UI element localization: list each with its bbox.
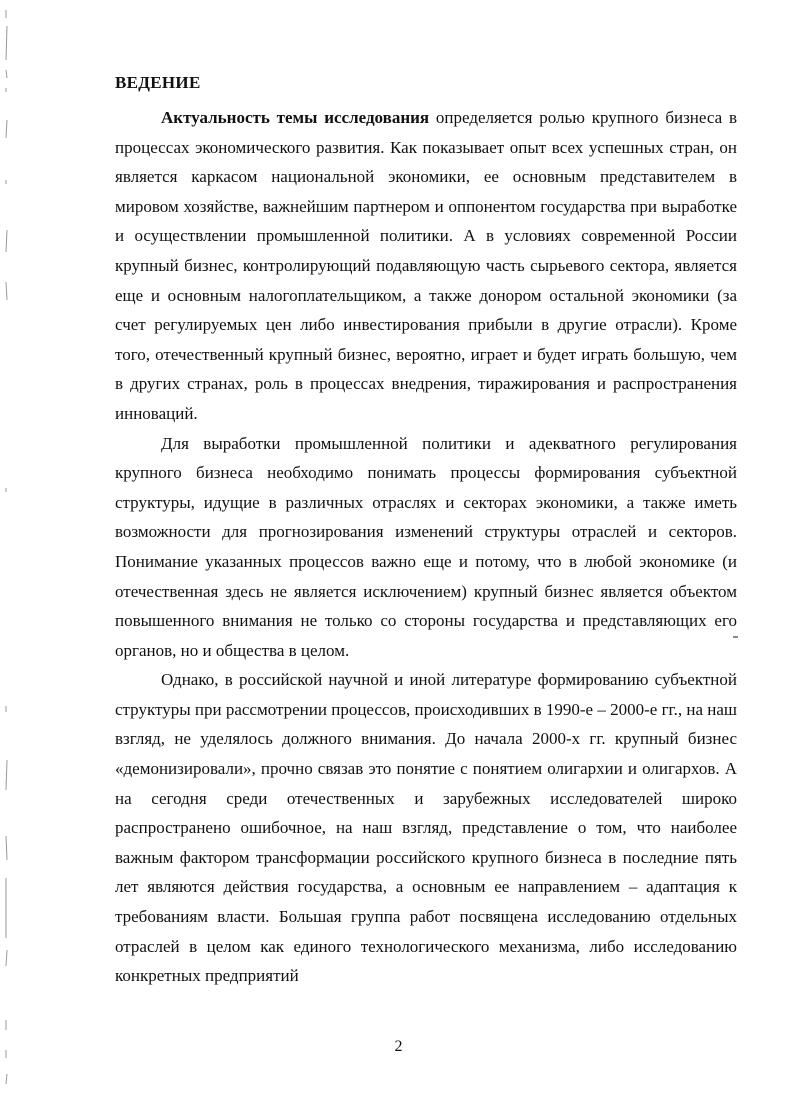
body-text [115, 103, 737, 991]
paragraph-1 [115, 103, 737, 429]
page-number: 2 [394, 1038, 403, 1055]
scan-speck [733, 636, 738, 638]
paragraph-2 [115, 429, 737, 666]
paragraph-3 [115, 665, 737, 991]
paragraph-2-text: Для выработки промышленной политики и адекватного регулирования крупного бизнеса необходимо понимать процессы формирования субъектной структуры, идущие в различных отраслях и секторах экономики, а также иметь возможности для прогнозирования изменений структуры отраслей и секторов. Понимание указанных процессов важно еще и потому, что в любой экономике (и отечественная здесь не является исключением) крупный бизнес является объектом повышенного внимания не только со стороны государства и представляющих его органов, но и общества в целом. [115, 433, 737, 660]
paragraph-1-text: определяется ролью крупного бизнеса в процессах экономического развития. Как показывает опыт всех успешных стран, он является каркасом национальной экономики, ее основным представителем в мировом хозяйстве, важнейшим партнером и оппонентом государства при выработке и осуществлении промышленной политики. А в условиях современной России крупный бизнес, контролирующий подавляющую часть сырьевого сектора, является еще и основным налогоплательщиком, а также донором остальной экономики (за счет регулируемых цен либо инвестирования прибыли в другие отрасли). Кроме того, отечественный крупный бизнес, вероятно, играет и будет играть большую, чем в других странах, роль в процессах внедрения, тиражирования и распространения инноваций. [115, 108, 738, 423]
scan-edge-marks [2, 0, 12, 1105]
section-heading: ВЕДЕНИЕ [115, 73, 201, 92]
paragraph-3-text: Однако, в российской научной и иной литературе формированию субъектной структуры при рассмотрении процессов, происходивших в 1990-е – 2000-е гг., на наш взгляд, не уделялось должного внимания. До начала 2000-х гг. крупный бизнес «демонизировали», прочно связав это понятие с понятием олигархии и олигархов. А на сегодня среди отечественных и зарубежных исследователей широко распространено ошибочное, на наш взгляд, представление о том, что наиболее важным фактором трансформации российского крупного бизнеса в последние пять лет являются действия государства, а основным ее направлением – адаптация к требованиям власти. Большая группа работ посвящена исследованию отдельных отраслей в целом как единого технологического механизма, либо исследованию конкретных предприятий [115, 670, 737, 986]
paragraph-1-bold-lead: Актуальность темы исследования [161, 108, 430, 127]
